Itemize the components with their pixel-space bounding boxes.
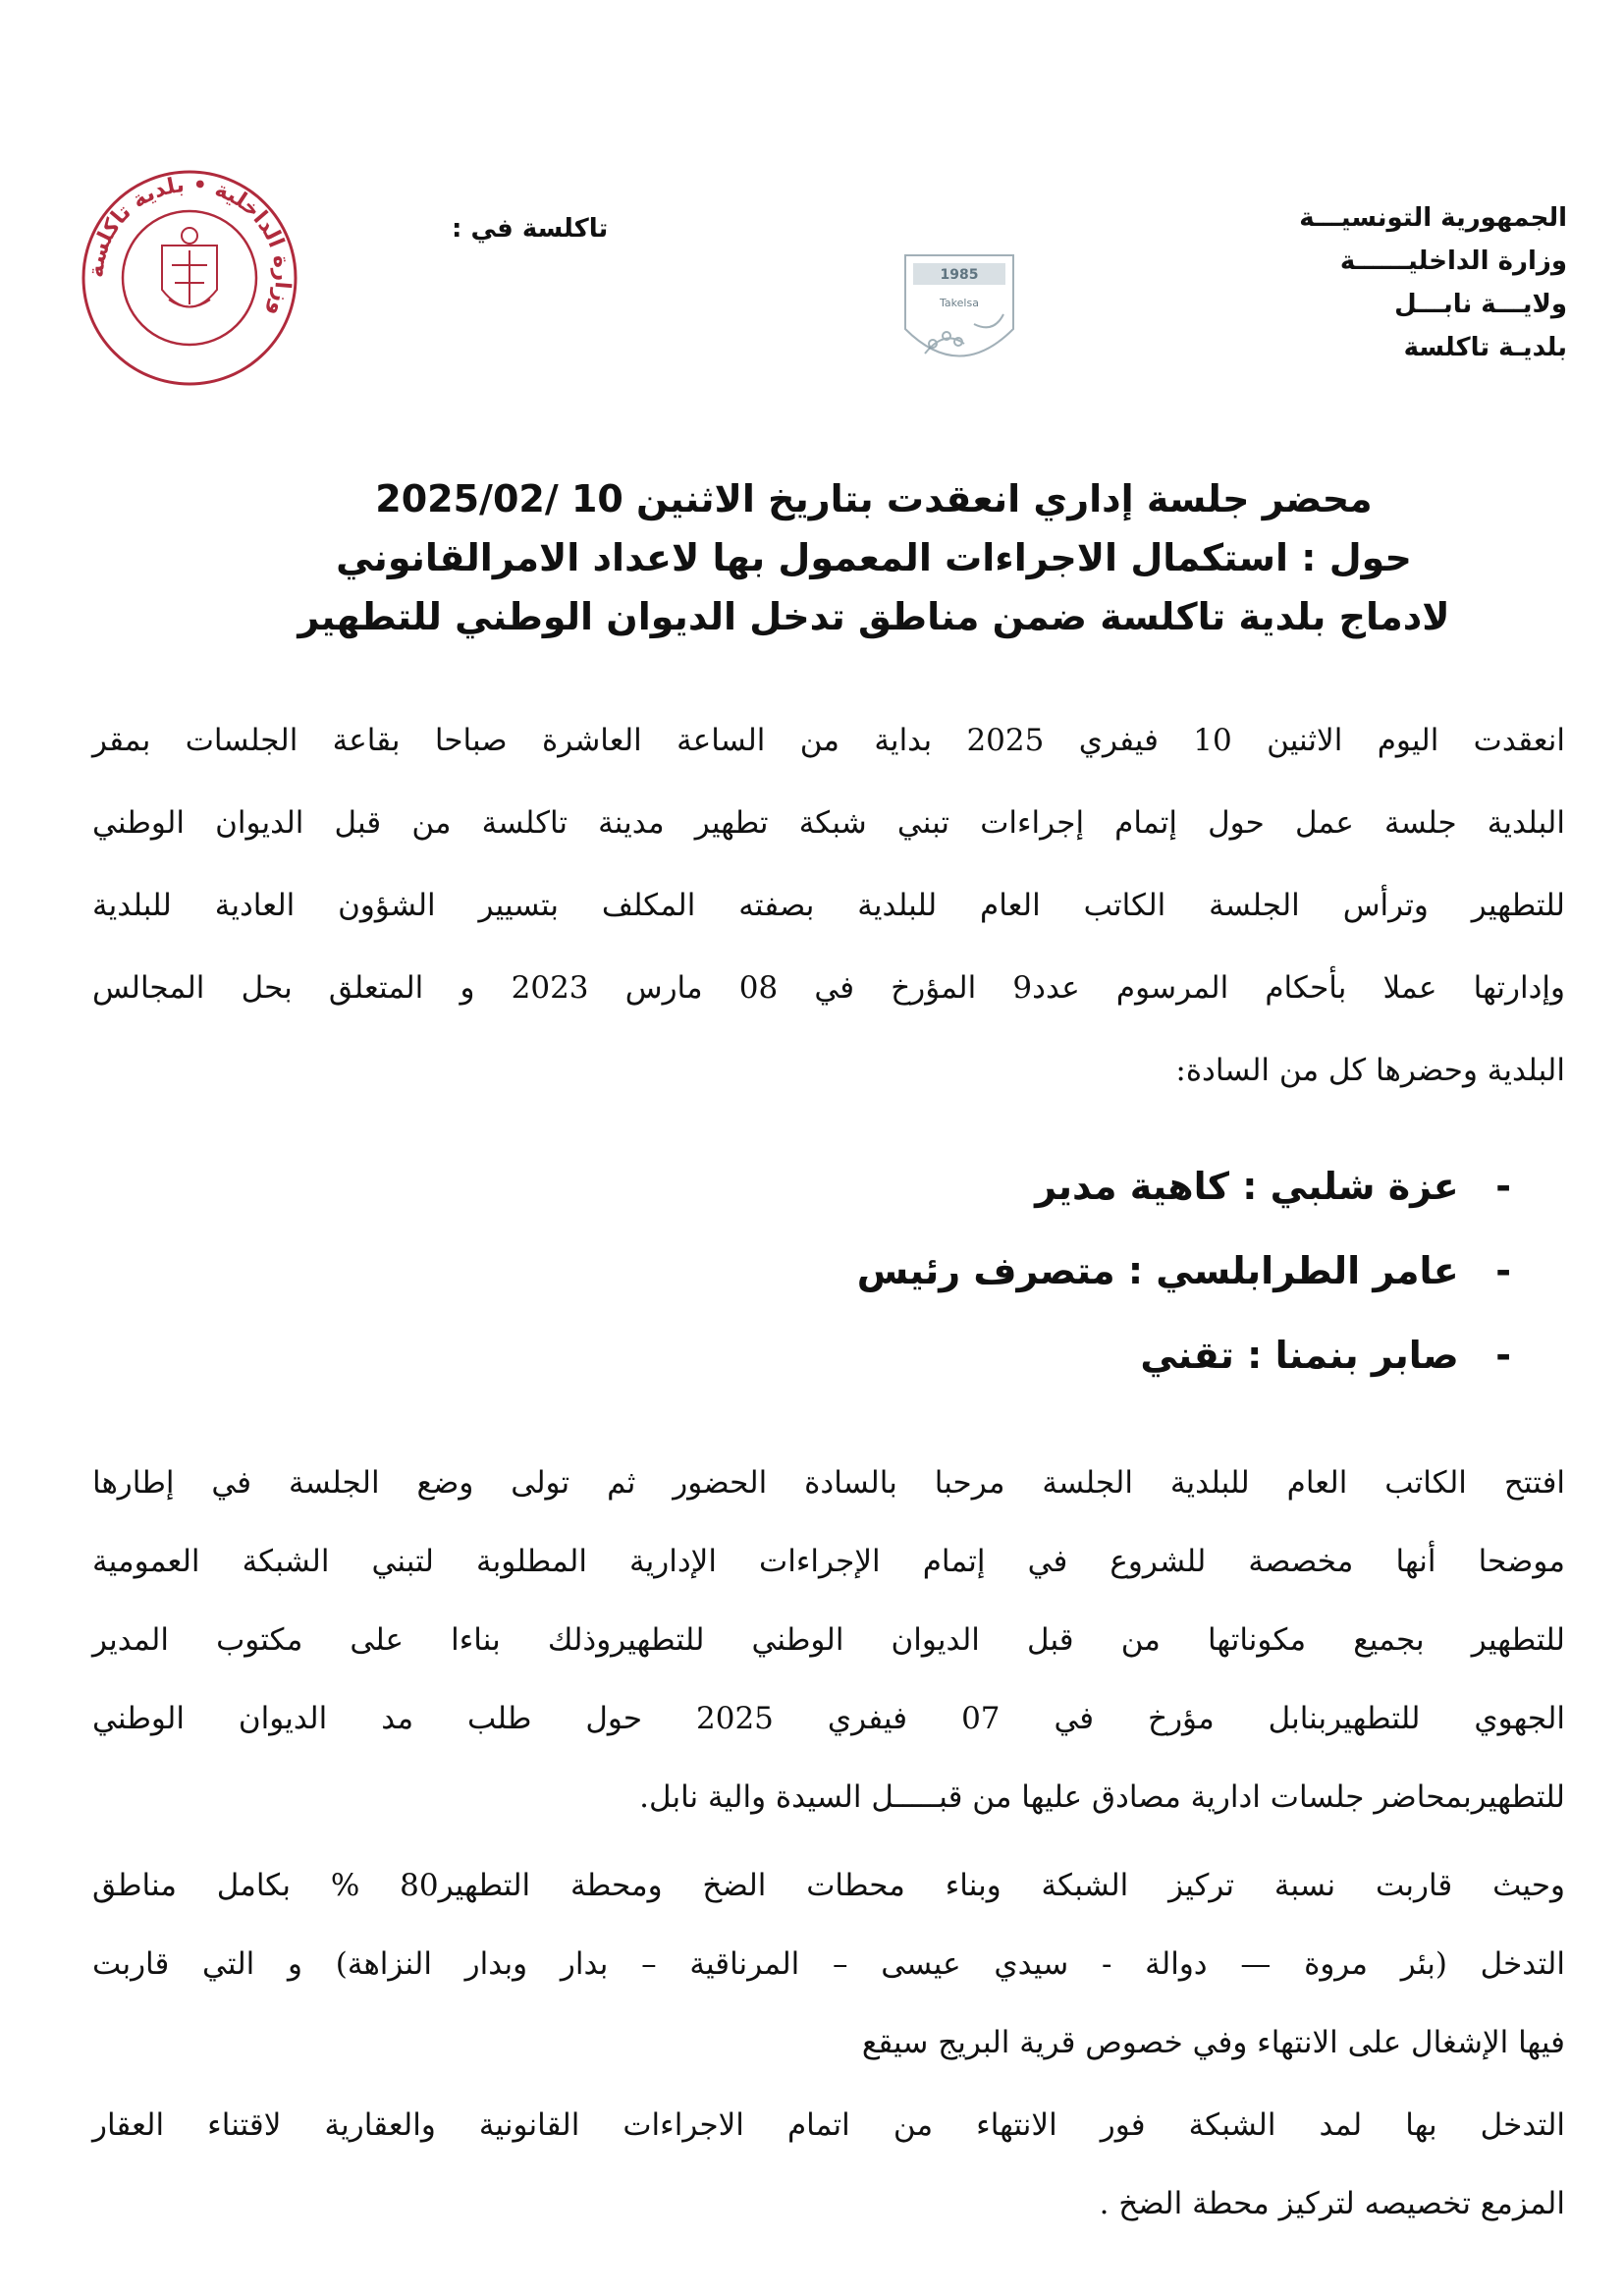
body-paragraph-1 [92, 1444, 1565, 1836]
body-paragraph-2 [92, 1846, 1565, 2082]
body-line: التدخل بها لمد الشبكة فور الانتهاء من اتمام الاجراءات القانونية والعقارية لاقتناء العقار [92, 2107, 1565, 2143]
body-line: افتتح الكاتب العام للبلدية الجلسة مرحبا بالسادة الحضور ثم تولى وضع الجلسة في إطارها [92, 1465, 1565, 1501]
intro-paragraph [92, 699, 1565, 1112]
olive-branch-icon [925, 314, 1003, 354]
body-line: للتطهيربمحاضر جلسات ادارية مصادق عليها من قبـــــل السيدة والية نابل. [639, 1779, 1565, 1815]
coat-of-arms-icon [162, 228, 217, 307]
ministry-name: وزارة الداخليــــــة [1339, 246, 1567, 276]
document-title [295, 469, 1453, 646]
attendee-item: - عزة شلبي : كاهية مدير [1035, 1165, 1511, 1208]
intro-line: للتطهير وترأس الجلسة الكاتب العام للبلدية بصفته المكلف بتسيير الشؤون العادية للبلدية [92, 888, 1565, 923]
letterhead [1299, 196, 1567, 369]
body-paragraph-3 [92, 2086, 1565, 2243]
body-line: للتطهير بجميع مكوناتها من قبل الديوان الوطني للتطهيروذلك بناءا على مكتوب المدير [92, 1622, 1565, 1658]
body-line: الجهوي للتطهيربنابل مؤرخ في 07 فيفري 2025 حول طلب مد الديوان الوطني [92, 1701, 1565, 1736]
municipality-emblem [895, 236, 1023, 383]
body-line: موضحا أنها مخصصة للشروع في إتمام الإجراءات الإدارية المطلوبة لتبني الشبكة العمومية [92, 1544, 1565, 1579]
governorate-name: ولايـــة نابـــل [1394, 290, 1567, 319]
country-name: الجمهورية التونسيـــة [1299, 203, 1567, 233]
title-line-2: حول : استكمال الاجراءات المعمول بها لاعداد الامرالقانوني [336, 536, 1412, 579]
attendee-text: عزة شلبي : كاهية مدير [1035, 1165, 1459, 1208]
attendee-text: صابر بنمنا : تقني [1140, 1334, 1459, 1377]
stamp-text: وزارة الداخلية • بلدية تاكلسة [83, 172, 296, 320]
emblem-name: Takelsa [940, 297, 979, 309]
intro-line: البلدية وحضرها كل من السادة: [1175, 1053, 1565, 1088]
emblem-year: 1985 [940, 267, 979, 283]
place-date-label: تاكلسة في : [452, 214, 609, 244]
body-line: فيها الإشغال على الانتهاء وفي خصوص قرية البريج سيقع [861, 2025, 1565, 2060]
title-line-1: محضر جلسة إداري انعقدت بتاريخ الاثنين 10 /2025/02 [375, 477, 1373, 520]
attendee-item: - صابر بنمنا : تقني [1140, 1334, 1511, 1377]
municipality-name: بلديـة تاكلسة [1403, 333, 1567, 362]
intro-line: وإدارتها عملا بأحكام المرسوم عدد9 المؤرخ في 08 مارس 2023 و المتعلق بحل المجالس [92, 970, 1565, 1006]
attendee-text: عامر الطرابلسي : متصرف رئيس [856, 1249, 1459, 1292]
body-line: التدخل (بئر مروة — دوالة - سيدي عيسى – المرناقية – بدار وبدار النزاهة) و التي قاربت [92, 1946, 1565, 1982]
intro-line: البلدية جلسة عمل حول إتمام إجراءات تبني شبكة تطهير مدينة تاكلسة من قبل الديوان الوطني [92, 805, 1565, 841]
attendees-list [857, 1144, 1511, 1397]
title-line-3: لادماج بلدية تاكلسة ضمن مناطق تدخل الديوان الوطني للتطهير [298, 595, 1450, 638]
intro-line: انعقدت اليوم الاثنين 10 فيفري 2025 بداية من الساعة العاشرة صباحا بقاعة الجلسات بمقر [92, 723, 1566, 758]
body-line: المزمع تخصيصه لتركيز محطة الضخ . [1099, 2186, 1565, 2221]
attendee-item: - عامر الطرابلسي : متصرف رئيس [856, 1249, 1511, 1292]
municipality-stamp [79, 167, 300, 389]
body-line: وحيث قاربت نسبة تركيز الشبكة وبناء محطات الضخ ومحطة التطهير80 % بكامل مناطق [92, 1868, 1565, 1903]
